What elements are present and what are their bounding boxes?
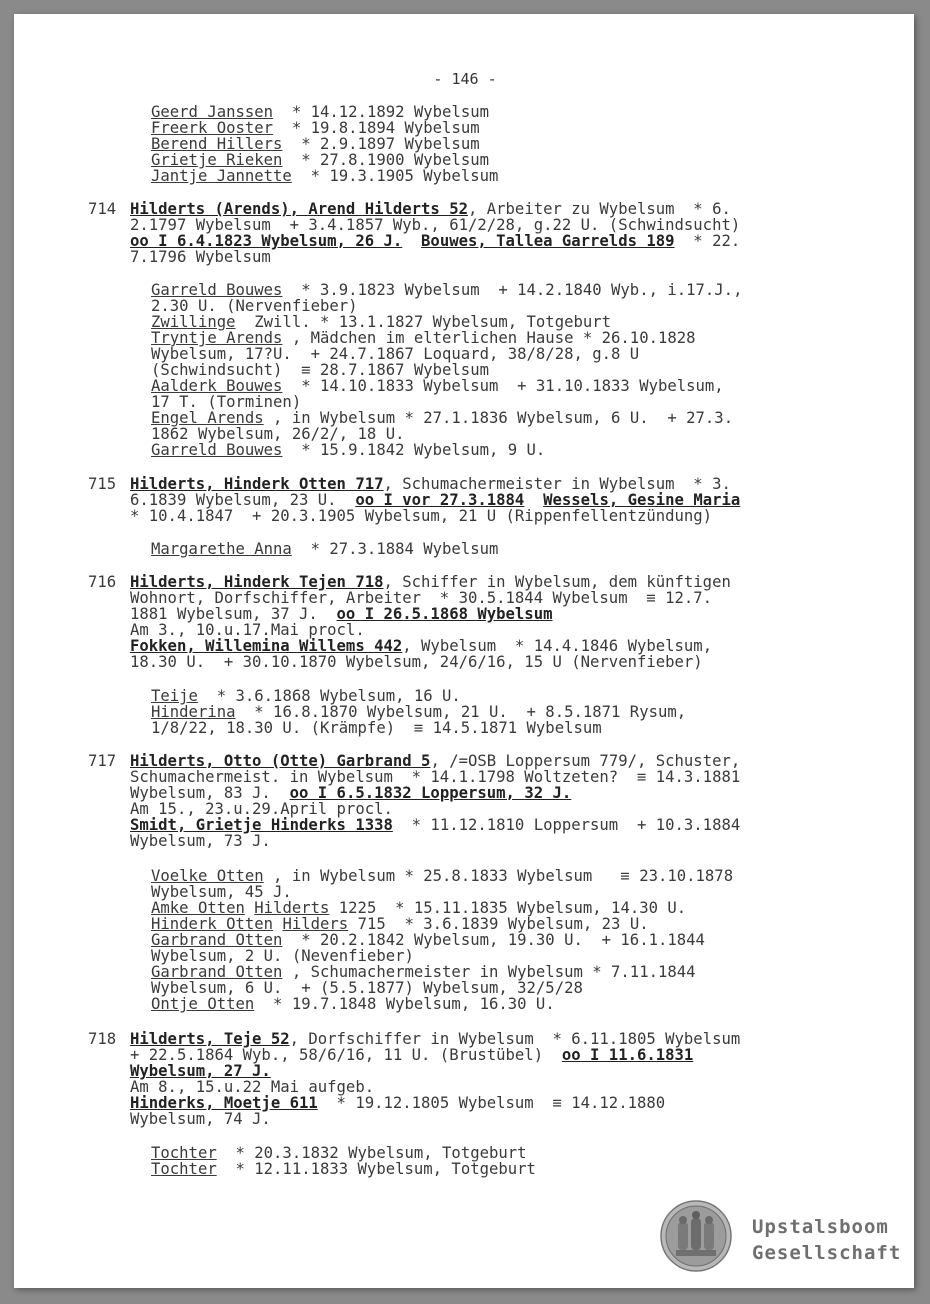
text-span: 1881 Wybelsum, 37 J. — [130, 605, 337, 623]
child-line — [151, 948, 414, 964]
marriage: oo I 11.6.1831 — [561, 1046, 694, 1064]
child-details: * 27.3.1884 Wybelsum — [291, 540, 499, 558]
child-name: Engel Arends — [151, 409, 264, 427]
child-line — [151, 136, 480, 152]
child-line — [151, 346, 639, 362]
entry-line — [130, 249, 271, 265]
child-name: Garreld Bouwes — [151, 441, 283, 459]
entry-line — [130, 476, 731, 492]
child-line — [151, 688, 461, 704]
entry-line — [130, 1031, 740, 1047]
child-line — [151, 541, 498, 557]
text-span: + 22.5.1864 Wyb., 58/6/16, 11 U. (Brustübel) — [130, 1046, 562, 1064]
child-surname: Hilders — [282, 915, 349, 933]
child-line — [151, 378, 724, 394]
text-span: , Dorfschiffer in Wybelsum * 6.11.1805 Wybelsum — [289, 1030, 741, 1048]
entry-line — [130, 817, 740, 833]
entry-line — [130, 233, 740, 249]
text-span: Am 15., 23.u.29.April procl. — [130, 800, 393, 818]
child-name: Zwillinge — [151, 313, 236, 331]
text-span: , Arbeiter zu Wybelsum * 6. — [467, 200, 731, 218]
child-name: Berend Hillers — [151, 135, 283, 153]
text-span: 18.30 U. + 30.10.1870 Wybelsum, 24/6/16, 15 U (Nervenfieber) — [130, 653, 703, 671]
child-line — [151, 394, 301, 410]
child-details: * 19.8.1894 Wybelsum — [273, 119, 480, 137]
entry-line — [130, 1063, 271, 1079]
child-line — [151, 964, 696, 980]
child-details: 17 T. (Torminen) — [151, 393, 302, 411]
entry-number: 715 — [88, 475, 117, 493]
entry-name: Hilderts, Hinderk Otten 717 — [130, 475, 384, 493]
page-number: - 146 - — [433, 70, 497, 88]
child-line — [151, 152, 489, 168]
text-span: * 19.12.1805 Wybelsum ≡ 14.12.1880 — [317, 1094, 666, 1112]
child-details: * 3.9.1823 Wybelsum + 14.2.1840 Wyb., i.17.J., — [282, 281, 743, 299]
text-span: Wybelsum, 73 J. — [130, 832, 271, 850]
child-details: Wybelsum, 17?U. + 24.7.1867 Loquard, 38/8/28, g.8 U — [151, 345, 640, 363]
marriage: oo I 26.5.1868 Wybelsum — [336, 605, 553, 623]
child-line — [151, 980, 583, 996]
entry-number: 718 — [88, 1030, 117, 1048]
entry-line — [130, 654, 703, 670]
child-line — [151, 900, 686, 916]
child-name: Tochter — [151, 1144, 217, 1162]
text-span: , /=OSB Loppersum 779/, Schuster, — [430, 752, 741, 770]
child-line — [151, 314, 611, 330]
child-details: * 12.11.1833 Wybelsum, Totgeburt — [216, 1160, 536, 1178]
child-details: Wybelsum, 45 J. — [151, 883, 292, 901]
seal-logo-icon — [660, 1200, 732, 1272]
child-line — [151, 410, 733, 426]
entry-number: 717 — [88, 752, 117, 770]
child-details: * 20.3.1832 Wybelsum, Totgeburt — [216, 1144, 527, 1162]
text-span: Schumachermeist. in Wybelsum * 14.1.1798 Woltzeten? ≡ 14.3.1881 — [130, 768, 741, 786]
child-name: Hinderina — [151, 703, 236, 721]
child-details: * 14.10.1833 Wybelsum + 31.10.1833 Wybelsum, — [282, 377, 724, 395]
entry-line — [130, 1095, 665, 1111]
entry-line — [130, 638, 712, 654]
child-details: Zwill. * 13.1.1827 Wybelsum, Totgeburt — [235, 313, 612, 331]
text-span: 6.1839 Wybelsum, 23 U. — [130, 491, 356, 509]
marriage: oo I vor 27.3.1884 — [355, 491, 525, 509]
entry-line — [130, 769, 740, 785]
child-name: Tochter — [151, 1160, 217, 1178]
child-details: * 20.2.1842 Wybelsum, 19.30 U. + 16.1.1844 — [282, 931, 705, 949]
child-details: , in Wybelsum * 27.1.1836 Wybelsum, 6 U. + 27.3. — [263, 409, 734, 427]
spouse-name: Hinderks, Moetje 611 — [130, 1094, 318, 1112]
entry-name: Hilderts, Otto (Otte) Garbrand 5 — [130, 752, 431, 770]
text-span: Wybelsum, 74 J. — [130, 1110, 271, 1128]
child-ref: 1225 — [338, 899, 377, 917]
child-name: Amke Otten — [151, 899, 245, 917]
child-name: Voelke Otten — [151, 867, 264, 885]
child-details: * 2.9.1897 Wybelsum — [282, 135, 480, 153]
text-span: Wybelsum, 83 J. — [130, 784, 290, 802]
child-name: Aalderk Bouwes — [151, 377, 283, 395]
child-name: Grietje Rieken — [151, 151, 283, 169]
text-span: * 10.4.1847 + 20.3.1905 Wybelsum, 21 U (Rippenfellentzündung) — [130, 507, 713, 525]
child-line — [151, 330, 696, 346]
child-details: , Mädchen im elterlichen Hause * 26.10.1828 — [282, 329, 696, 347]
child-details: 1/8/22, 18.30 U. (Krämpfe) ≡ 14.5.1871 Wybelsum — [151, 719, 602, 737]
brand-line-2: Gesellschaft — [752, 1242, 902, 1264]
text-span: * 11.12.1810 Loppersum + 10.3.1884 — [392, 816, 741, 834]
entry-number: 714 — [88, 200, 117, 218]
child-line — [151, 282, 742, 298]
entry-line — [130, 217, 740, 233]
child-name: Geerd Janssen — [151, 103, 274, 121]
child-line — [151, 168, 498, 184]
child-line — [151, 1145, 527, 1161]
child-details: * 16.8.1870 Wybelsum, 21 U. + 8.5.1871 Rysum, — [235, 703, 687, 721]
child-surname: Hilderts — [254, 899, 330, 917]
text-span — [402, 232, 421, 250]
text-span: * 22. — [674, 232, 741, 250]
child-details: (Schwindsucht) ≡ 28.7.1867 Wybelsum — [151, 361, 489, 379]
entry-line — [130, 833, 271, 849]
text-span: 7.1796 Wybelsum — [130, 248, 271, 266]
entry-line — [130, 1079, 374, 1095]
text-span: Am 3., 10.u.17.Mai procl. — [130, 621, 365, 639]
entry-line — [130, 753, 740, 769]
child-details: * 3.6.1839 Wybelsum, 23 U. — [385, 915, 649, 933]
entry-line — [130, 1111, 271, 1127]
text-span: 2.1797 Wybelsum + 3.4.1857 Wyb., 61/2/28, g.22 U. (Schwindsucht) — [130, 216, 741, 234]
child-line — [151, 298, 358, 314]
entry-line — [130, 1047, 693, 1063]
child-details: * 15.9.1842 Wybelsum, 9 U. — [282, 441, 546, 459]
spouse-name: Wessels, Gesine Maria — [543, 491, 741, 509]
entry-line — [130, 201, 731, 217]
child-details: * 27.8.1900 Wybelsum — [282, 151, 489, 169]
marriage: oo I 6.5.1832 Loppersum, 32 J. — [289, 784, 572, 802]
child-line — [151, 104, 489, 120]
child-line — [151, 362, 489, 378]
text-span: Am 8., 15.u.22 Mai aufgeb. — [130, 1078, 375, 1096]
child-details: * 19.3.1905 Wybelsum — [291, 167, 499, 185]
child-line — [151, 704, 686, 720]
child-line — [151, 442, 545, 458]
entry-name: Hilderts (Arends), Arend Hilderts 52 — [130, 200, 468, 218]
child-name: Freerk Ooster — [151, 119, 274, 137]
entry-name: Hilderts, Hinderk Tejen 718 — [130, 573, 384, 591]
text-span: , Schumachermeister in Wybelsum * 3. — [383, 475, 731, 493]
entry-line — [130, 574, 731, 590]
child-line — [151, 426, 404, 442]
text-span: , Schiffer in Wybelsum, dem künftigen — [383, 573, 731, 591]
child-name: Jantje Jannette — [151, 167, 292, 185]
marriage: oo I 6.4.1823 Wybelsum, 26 J. — [130, 232, 403, 250]
child-name: Teije — [151, 687, 198, 705]
child-name: Garbrand Otten — [151, 963, 283, 981]
entry-line — [130, 590, 712, 606]
entry-line — [130, 801, 393, 817]
entry-line — [130, 606, 552, 622]
child-details: 2.30 U. (Nervenfieber) — [151, 297, 358, 315]
child-details: Wybelsum, 6 U. + (5.5.1877) Wybelsum, 32/5/28 — [151, 979, 583, 997]
entry-line — [130, 622, 365, 638]
child-name: Tryntje Arends — [151, 329, 283, 347]
child-line — [151, 720, 602, 736]
entry-line — [130, 492, 740, 508]
child-line — [151, 884, 292, 900]
entry-name: Hilderts, Teje 52 — [130, 1030, 290, 1048]
text-span: Wohnort, Dorfschiffer, Arbeiter * 30.5.1844 Wybelsum ≡ 12.7. — [130, 589, 713, 607]
child-line — [151, 1161, 536, 1177]
child-details: 1862 Wybelsum, 26/2/, 18 U. — [151, 425, 405, 443]
entry-line — [130, 508, 712, 524]
child-name: Garreld Bouwes — [151, 281, 283, 299]
child-name: Ontje Otten — [151, 995, 255, 1013]
child-line — [151, 868, 733, 884]
child-line — [151, 120, 480, 136]
child-details: Wybelsum, 2 U. (Nevenfieber) — [151, 947, 414, 965]
child-name: Margarethe Anna — [151, 540, 292, 558]
entry-line — [130, 785, 571, 801]
spouse-name: Smidt, Grietje Hinderks 1338 — [130, 816, 393, 834]
spouse-name: Fokken, Willemina Willems 442 — [130, 637, 403, 655]
child-ref: 715 — [357, 915, 386, 933]
child-details: * 3.6.1868 Wybelsum, 16 U. — [197, 687, 461, 705]
child-line — [151, 996, 555, 1012]
spouse-name: Bouwes, Tallea Garrelds 189 — [421, 232, 675, 250]
marriage: Wybelsum, 27 J. — [130, 1062, 271, 1080]
text-span: , Wybelsum * 14.4.1846 Wybelsum, — [402, 637, 713, 655]
child-details: * 19.7.1848 Wybelsum, 16.30 U. — [254, 995, 555, 1013]
child-name: Garbrand Otten — [151, 931, 283, 949]
child-line — [151, 916, 649, 932]
child-line — [151, 932, 705, 948]
child-details: * 14.12.1892 Wybelsum — [273, 103, 489, 121]
child-details: , in Wybelsum * 25.8.1833 Wybelsum ≡ 23.10.1878 — [263, 867, 734, 885]
child-details: , Schumachermeister in Wybelsum * 7.11.1844 — [282, 963, 696, 981]
brand-line-1: Upstalsboom — [752, 1216, 889, 1238]
child-details: * 15.11.1835 Wybelsum, 14.30 U. — [376, 899, 687, 917]
child-name: Hinderk Otten — [151, 915, 274, 933]
entry-number: 716 — [88, 573, 117, 591]
